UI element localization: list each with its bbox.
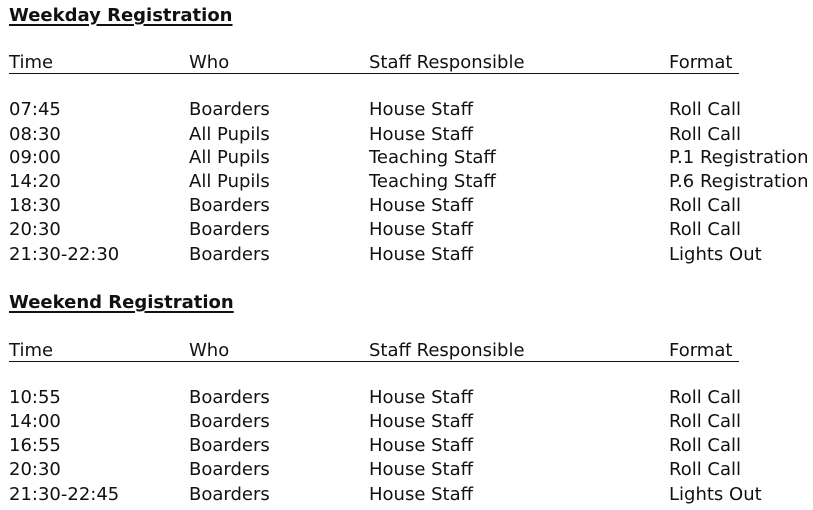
weekend-header-row bbox=[0, 339, 813, 363]
weekend-header-time: Time bbox=[9, 340, 54, 361]
table-row bbox=[0, 458, 813, 482]
time-cell: 14:20 bbox=[9, 171, 61, 192]
format-cell: P.1 Registration bbox=[669, 147, 809, 168]
weekday-header-row bbox=[0, 51, 813, 75]
time-cell: 16:55 bbox=[9, 435, 61, 456]
time-cell: 21:30-22:30 bbox=[9, 244, 120, 265]
time-cell: 08:30 bbox=[9, 124, 61, 145]
who-cell: Boarders bbox=[189, 435, 270, 456]
format-cell: P.6 Registration bbox=[669, 171, 809, 192]
who-cell: All Pupils bbox=[189, 171, 270, 192]
who-cell: Boarders bbox=[189, 459, 270, 480]
format-cell: Roll Call bbox=[669, 124, 742, 145]
who-cell: Boarders bbox=[189, 484, 270, 505]
format-cell: Roll Call bbox=[669, 459, 742, 480]
time-cell: 18:30 bbox=[9, 195, 61, 216]
weekday-title: Weekday Registration bbox=[9, 5, 233, 26]
who-cell: Boarders bbox=[189, 244, 270, 265]
weekday-header-staff: Staff Responsible bbox=[369, 52, 525, 73]
staff-cell: House Staff bbox=[369, 387, 474, 408]
who-cell: Boarders bbox=[189, 411, 270, 432]
table-row bbox=[0, 146, 813, 170]
staff-cell: House Staff bbox=[369, 459, 474, 480]
weekend-title: Weekend Registration bbox=[9, 292, 234, 313]
time-cell: 20:30 bbox=[9, 459, 61, 480]
format-cell: Roll Call bbox=[669, 435, 742, 456]
format-cell: Lights Out bbox=[669, 244, 762, 265]
staff-cell: House Staff bbox=[369, 411, 474, 432]
table-row bbox=[0, 123, 813, 147]
weekday-header-format: Format bbox=[669, 52, 733, 73]
table-row bbox=[0, 218, 813, 242]
staff-cell: Teaching Staff bbox=[369, 147, 496, 168]
staff-cell: House Staff bbox=[369, 244, 474, 265]
time-cell: 21:30-22:45 bbox=[9, 484, 120, 505]
format-cell: Roll Call bbox=[669, 195, 742, 216]
weekend-header-rule bbox=[9, 361, 739, 362]
staff-cell: House Staff bbox=[369, 219, 474, 240]
time-cell: 10:55 bbox=[9, 387, 61, 408]
staff-cell: House Staff bbox=[369, 195, 474, 216]
table-row bbox=[0, 194, 813, 218]
who-cell: Boarders bbox=[189, 195, 270, 216]
staff-cell: House Staff bbox=[369, 435, 474, 456]
table-row bbox=[0, 434, 813, 458]
staff-cell: House Staff bbox=[369, 124, 474, 145]
table-row bbox=[0, 243, 813, 267]
staff-cell: House Staff bbox=[369, 484, 474, 505]
who-cell: Boarders bbox=[189, 219, 270, 240]
table-row bbox=[0, 98, 813, 122]
table-row bbox=[0, 170, 813, 194]
format-cell: Roll Call bbox=[669, 219, 742, 240]
weekend-header-format: Format bbox=[669, 340, 733, 361]
who-cell: All Pupils bbox=[189, 147, 270, 168]
format-cell: Roll Call bbox=[669, 99, 742, 120]
staff-cell: House Staff bbox=[369, 99, 474, 120]
table-row bbox=[0, 483, 813, 507]
format-cell: Roll Call bbox=[669, 387, 742, 408]
weekend-header-who: Who bbox=[189, 340, 230, 361]
weekday-header-who: Who bbox=[189, 52, 230, 73]
time-cell: 09:00 bbox=[9, 147, 61, 168]
who-cell: All Pupils bbox=[189, 124, 270, 145]
who-cell: Boarders bbox=[189, 99, 270, 120]
weekday-header-rule bbox=[9, 73, 739, 74]
who-cell: Boarders bbox=[189, 387, 270, 408]
time-cell: 14:00 bbox=[9, 411, 61, 432]
format-cell: Roll Call bbox=[669, 411, 742, 432]
time-cell: 07:45 bbox=[9, 99, 61, 120]
staff-cell: Teaching Staff bbox=[369, 171, 496, 192]
format-cell: Lights Out bbox=[669, 484, 762, 505]
time-cell: 20:30 bbox=[9, 219, 61, 240]
table-row bbox=[0, 410, 813, 434]
weekday-header-time: Time bbox=[9, 52, 54, 73]
weekend-header-staff: Staff Responsible bbox=[369, 340, 525, 361]
table-row bbox=[0, 386, 813, 410]
